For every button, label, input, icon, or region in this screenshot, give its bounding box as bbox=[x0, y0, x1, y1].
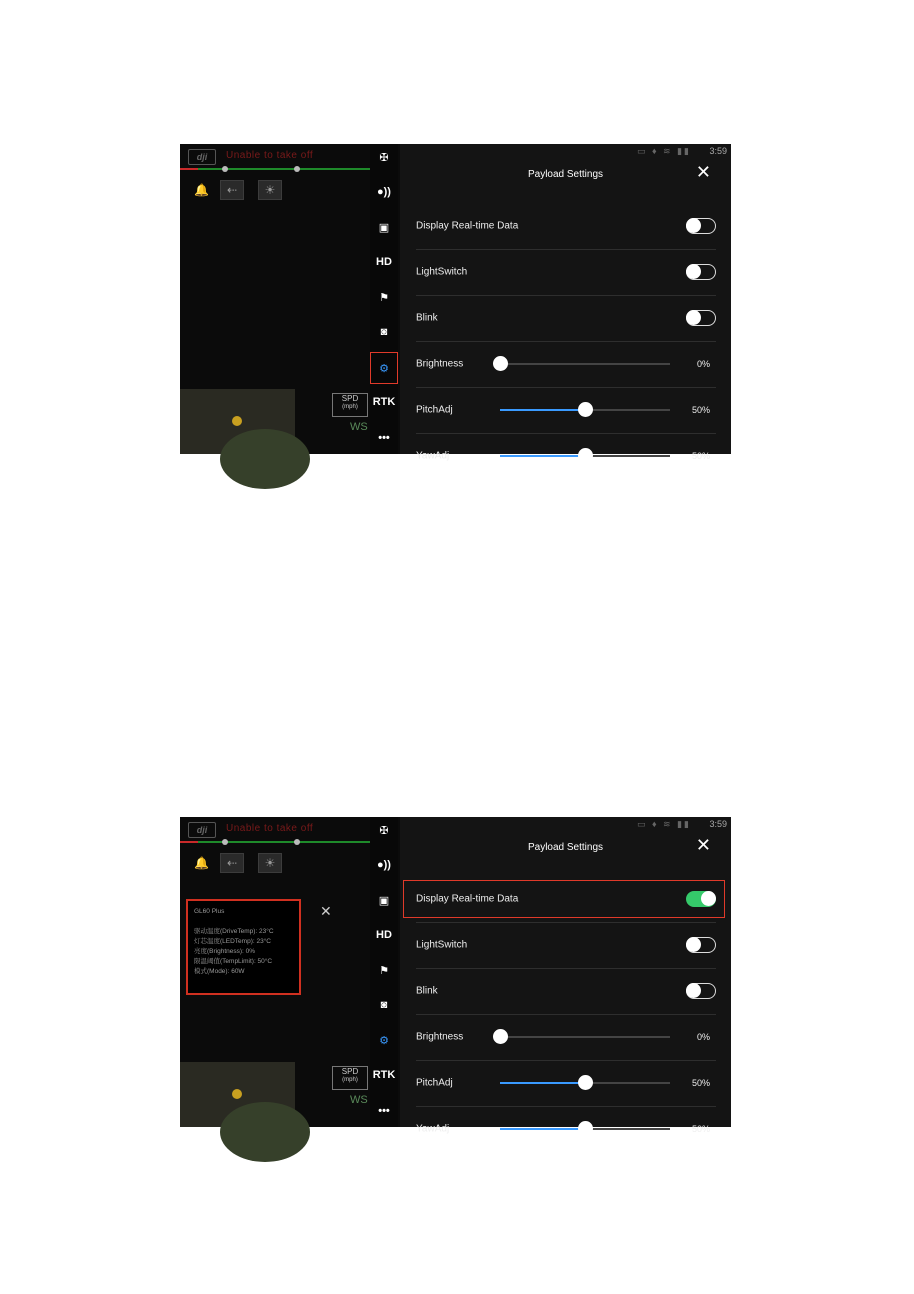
close-icon[interactable]: ✕ bbox=[695, 835, 711, 855]
signal-icon[interactable]: ●)) bbox=[377, 859, 391, 871]
light-icon[interactable]: ☀ bbox=[258, 853, 282, 873]
popup-close-icon[interactable]: ✕ bbox=[320, 903, 332, 919]
row-yawadj bbox=[416, 1106, 716, 1152]
return-home-icon[interactable]: ⇠ bbox=[220, 180, 244, 200]
top-bar bbox=[180, 817, 370, 847]
rtk-button[interactable]: RTK bbox=[372, 1069, 396, 1081]
yawadj-value: 50% bbox=[691, 1124, 710, 1134]
row-blink bbox=[416, 968, 716, 1015]
display-realtime-toggle[interactable] bbox=[686, 218, 716, 234]
map-icon[interactable]: ⚑ bbox=[379, 292, 389, 304]
drone-icon[interactable]: ✠ bbox=[379, 825, 389, 837]
popup-line: 亮度(Brightness): 0% bbox=[194, 948, 256, 955]
signal-icon[interactable]: ●)) bbox=[377, 186, 391, 198]
spd-label: SPD bbox=[341, 1067, 359, 1076]
realtime-data-popup bbox=[186, 899, 301, 995]
remote-icon[interactable]: ▣ bbox=[378, 222, 390, 234]
return-home-icon[interactable]: ⇠ bbox=[220, 853, 244, 873]
aircraft-pin-icon bbox=[232, 1089, 242, 1099]
status-bar bbox=[400, 144, 731, 160]
slider-thumb[interactable] bbox=[578, 1121, 593, 1136]
ws-label: WS bbox=[350, 1094, 368, 1106]
display-realtime-label: Display Real-time Data bbox=[416, 220, 519, 232]
screenshot-before bbox=[180, 144, 731, 462]
row-blink bbox=[416, 295, 716, 342]
dji-logo: dji bbox=[188, 822, 216, 838]
row-lightswitch bbox=[416, 249, 716, 296]
row-yawadj bbox=[416, 433, 716, 479]
popup-line: 灯芯温度(LEDTemp): 23°C bbox=[194, 938, 272, 945]
status-line bbox=[180, 841, 370, 843]
slider-thumb[interactable] bbox=[493, 1029, 508, 1044]
yawadj-slider[interactable] bbox=[500, 455, 670, 457]
pitchadj-value: 50% bbox=[691, 1078, 710, 1088]
display-realtime-label: Display Real-time Data bbox=[416, 893, 519, 905]
display-realtime-toggle[interactable] bbox=[686, 891, 716, 907]
popup-line: 限温阈值(TempLimit): 50°C bbox=[194, 958, 273, 965]
brightness-value: 0% bbox=[696, 1032, 710, 1042]
pitchadj-label: PitchAdj bbox=[416, 1077, 453, 1089]
lightswitch-label: LightSwitch bbox=[416, 939, 468, 951]
close-icon[interactable]: ✕ bbox=[695, 162, 711, 182]
sidebar bbox=[370, 144, 398, 454]
minimap[interactable] bbox=[180, 1062, 295, 1127]
slider-thumb[interactable] bbox=[578, 1075, 593, 1090]
status-time: 3:59 bbox=[709, 146, 727, 156]
row-brightness bbox=[416, 1014, 716, 1061]
payload-settings-panel bbox=[400, 817, 731, 1135]
status-bar bbox=[400, 817, 731, 833]
slider-thumb[interactable] bbox=[578, 402, 593, 417]
dji-logo: dji bbox=[188, 149, 216, 165]
aircraft-pin-icon bbox=[232, 416, 242, 426]
blink-label: Blink bbox=[416, 985, 438, 997]
spd-label: SPD bbox=[341, 394, 359, 403]
pitchadj-value: 50% bbox=[691, 405, 710, 415]
popup-line: 模式(Mode): 60W bbox=[194, 968, 245, 975]
blink-label: Blink bbox=[416, 312, 438, 324]
status-icons: ▭ ♦ ≋ ▮▮ bbox=[636, 146, 691, 156]
row-pitchadj bbox=[416, 1060, 716, 1107]
more-icon[interactable]: ••• bbox=[378, 432, 390, 444]
lightswitch-label: LightSwitch bbox=[416, 266, 468, 278]
camera-icon[interactable]: ◙ bbox=[380, 326, 388, 338]
yawadj-slider[interactable] bbox=[500, 1128, 670, 1130]
popup-title: GL60 Plus bbox=[194, 908, 225, 915]
row-brightness bbox=[416, 341, 716, 388]
remote-icon[interactable]: ▣ bbox=[378, 895, 390, 907]
row-pitchadj bbox=[416, 387, 716, 434]
spd-unit: (mph) bbox=[342, 1077, 358, 1083]
speed-indicator bbox=[332, 1066, 368, 1090]
pitchadj-slider[interactable] bbox=[500, 1082, 670, 1084]
flight-status: Unable to take off bbox=[226, 823, 314, 834]
pitchadj-label: PitchAdj bbox=[416, 404, 453, 416]
rtk-button[interactable]: RTK bbox=[372, 396, 396, 408]
camera-icon[interactable]: ◙ bbox=[380, 999, 388, 1011]
yawadj-value: 50% bbox=[691, 451, 710, 461]
slider-thumb[interactable] bbox=[578, 448, 593, 463]
minimap[interactable] bbox=[180, 389, 295, 454]
panel-title: Payload Settings bbox=[527, 842, 604, 853]
status-line bbox=[180, 168, 370, 170]
bell-icon[interactable]: 🔔 bbox=[194, 183, 209, 197]
row-display-realtime bbox=[416, 876, 716, 923]
payload-icon[interactable]: ⚙ bbox=[370, 352, 398, 384]
more-icon[interactable]: ••• bbox=[378, 1105, 390, 1117]
blink-toggle[interactable] bbox=[686, 310, 716, 326]
sidebar bbox=[370, 817, 398, 1127]
brightness-slider[interactable] bbox=[500, 363, 670, 365]
payload-settings-panel bbox=[400, 144, 731, 462]
brightness-label: Brightness bbox=[416, 1031, 464, 1043]
hd-button[interactable]: HD bbox=[376, 256, 392, 268]
blink-toggle[interactable] bbox=[686, 983, 716, 999]
top-bar bbox=[180, 144, 370, 174]
spd-unit: (mph) bbox=[342, 404, 358, 410]
lightswitch-toggle[interactable] bbox=[686, 264, 716, 280]
flight-status: Unable to take off bbox=[226, 150, 314, 161]
status-icons: ▭ ♦ ≋ ▮▮ bbox=[636, 819, 691, 829]
hd-button[interactable]: HD bbox=[376, 929, 392, 941]
map-icon[interactable]: ⚑ bbox=[379, 965, 389, 977]
panel-title: Payload Settings bbox=[527, 169, 604, 180]
payload-icon[interactable]: ⚙ bbox=[379, 1035, 389, 1047]
status-time: 3:59 bbox=[709, 819, 727, 829]
bell-icon[interactable]: 🔔 bbox=[194, 856, 209, 870]
pitchadj-slider[interactable] bbox=[500, 409, 670, 411]
speed-indicator bbox=[332, 393, 368, 417]
brightness-value: 0% bbox=[696, 359, 710, 369]
slider-thumb[interactable] bbox=[493, 356, 508, 371]
yawadj-label: YawAdj bbox=[416, 1123, 450, 1135]
light-icon[interactable]: ☀ bbox=[258, 180, 282, 200]
screenshot-after bbox=[180, 817, 731, 1135]
ws-label: WS bbox=[350, 421, 368, 433]
popup-line: 驱动温度(DriveTemp): 23°C bbox=[194, 928, 274, 935]
drone-icon[interactable]: ✠ bbox=[379, 152, 389, 164]
lightswitch-toggle[interactable] bbox=[686, 937, 716, 953]
brightness-slider[interactable] bbox=[500, 1036, 670, 1038]
row-display-realtime bbox=[416, 203, 716, 250]
brightness-label: Brightness bbox=[416, 358, 464, 370]
yawadj-label: YawAdj bbox=[416, 450, 450, 462]
row-lightswitch bbox=[416, 922, 716, 969]
